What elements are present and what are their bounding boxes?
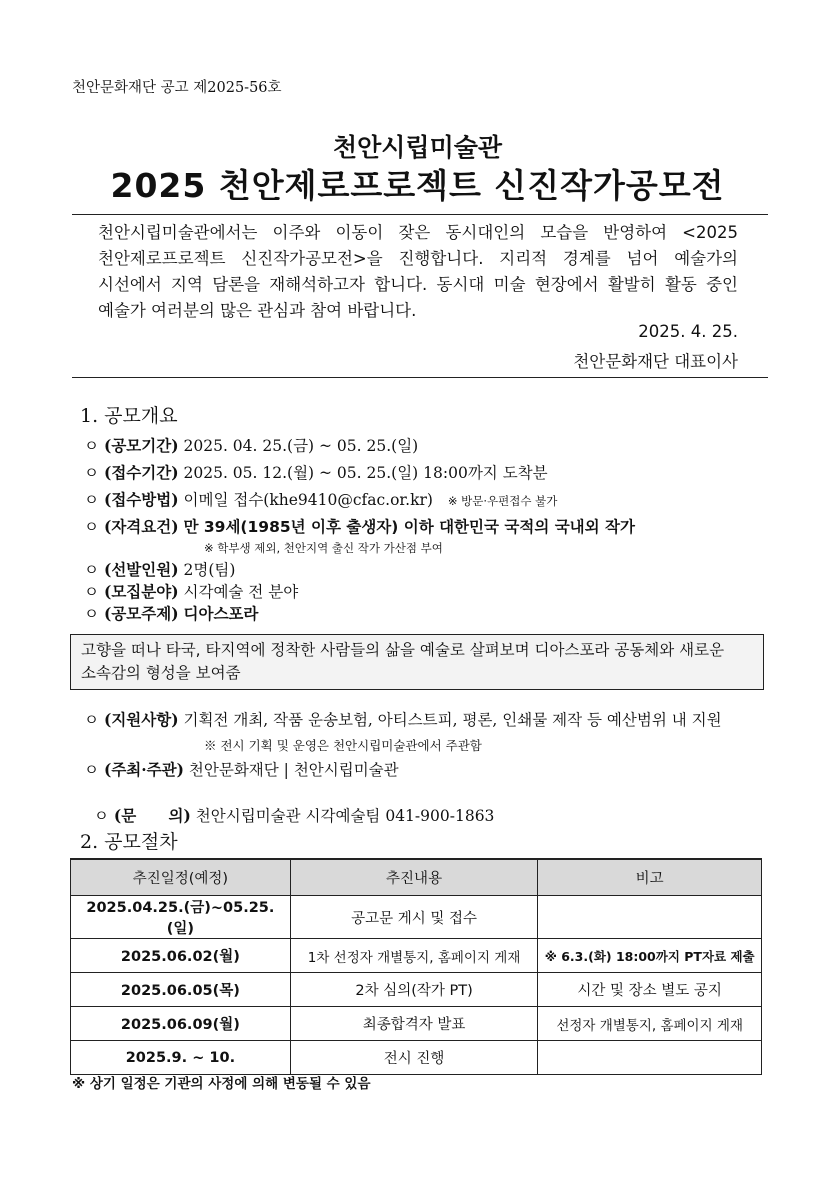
schedule-date: 2025.06.02(월)	[71, 939, 291, 973]
item-organizer	[84, 758, 399, 780]
schedule-note	[538, 1041, 762, 1075]
table-row	[71, 1041, 762, 1075]
bullet-icon: ㅇ	[84, 761, 99, 779]
procedure-table	[70, 858, 762, 1075]
item-contact	[84, 786, 494, 826]
schedule-content: 1차 선정자 개별통지, 홈페이지 게재	[290, 939, 538, 973]
schedule-note	[538, 896, 762, 939]
bullet-icon: ㅇ	[93, 807, 109, 825]
item-label: (접수기간)	[104, 463, 179, 482]
item-value: 기획전 개최, 작품 운송보험, 아티스트피, 평론, 인쇄물 제작 등 예산범위 내 지원	[183, 711, 722, 729]
notice-number: 천안문화재단 공고 제2025-56호	[72, 80, 282, 96]
item-value: 2025. 04. 25.(금) ~ 05. 25.(일)	[183, 437, 419, 455]
schedule-content: 공고문 게시 및 접수	[290, 896, 538, 939]
item-label: (공모주제)	[104, 604, 179, 623]
item-label: (지원사항)	[104, 710, 179, 729]
item-label: (문 의)	[113, 806, 191, 825]
top-divider	[72, 214, 768, 215]
bullet-icon: ㅇ	[84, 464, 99, 482]
bullet-icon: ㅇ	[84, 583, 99, 601]
table-header: 비고	[538, 859, 762, 896]
item-label: (공모기간)	[104, 436, 179, 455]
notice-date: 2025. 4. 25.	[638, 322, 738, 341]
document-title: 2025 천안제로프로젝트 신진작가공모전	[110, 166, 725, 205]
schedule-note: 선정자 개별통지, 홈페이지 게재	[538, 1007, 762, 1041]
document-subtitle: 천안시립미술관	[332, 133, 503, 162]
item-note: ※ 방문·우편접수 불가	[447, 494, 558, 508]
bullet-icon: ㅇ	[84, 605, 99, 623]
item-receipt-period	[84, 461, 548, 483]
item-theme	[84, 602, 258, 624]
section-procedure-title: 2. 공모절차	[80, 831, 178, 853]
item-field	[84, 580, 298, 602]
bullet-icon: ㅇ	[84, 518, 99, 536]
item-value: 디아스포라	[183, 605, 259, 623]
table-header-row	[71, 859, 762, 896]
item-value: 2명(팀)	[183, 561, 236, 579]
schedule-content: 2차 심의(작가 PT)	[290, 973, 538, 1007]
bullet-icon: ㅇ	[84, 711, 99, 729]
intro-paragraph: 천안시립미술관에서는 이주와 이동이 잦은 동시대인의 모습을 반영하여 <2025 천안제로프로젝트 신진작가공모전>을 진행합니다. 지리적 경계를 넘어 예술가의 시선에서 지역 담론을 재해석하고자 합니다. 동시대 미술 현장에서 활발히 활동 중인 예술가 여러분의 많은 관심과 참여 바랍니다.	[98, 223, 738, 320]
item-label: (주최·주관)	[104, 760, 184, 779]
schedule-content: 최종합격자 발표	[290, 1007, 538, 1041]
table-row	[71, 939, 762, 973]
item-value: 천안시립미술관 시각예술팀 041-900-1863	[195, 807, 495, 825]
support-note: ※ 전시 기획 및 운영은 천안시립미술관에서 주관함	[204, 738, 482, 753]
schedule-footnote: ※ 상기 일정은 기관의 사정에 의해 변동될 수 있음	[72, 1076, 371, 1092]
schedule-note: 시간 및 장소 별도 공지	[538, 973, 762, 1007]
item-label: (접수방법)	[104, 490, 179, 509]
table-header: 추진일정(예정)	[71, 859, 291, 896]
item-label: (자격요건)	[104, 517, 179, 536]
item-support	[84, 708, 722, 730]
item-eligibility	[84, 515, 635, 537]
item-label: (모집분야)	[104, 582, 179, 601]
schedule-note: ※ 6.3.(화) 18:00까지 PT자료 제출	[538, 939, 762, 973]
eligibility-note: ※ 학부생 제외, 천안지역 출신 작가 가산점 부여	[204, 541, 443, 555]
schedule-content: 전시 진행	[290, 1041, 538, 1075]
notice-signature: 천안문화재단 대표이사	[573, 352, 738, 371]
item-value: 시각예술 전 분야	[183, 583, 299, 601]
schedule-date: 2025.04.25.(금)~05.25.(일)	[71, 896, 291, 939]
table-header: 추진내용	[290, 859, 538, 896]
table-row	[71, 973, 762, 1007]
item-period	[84, 434, 418, 456]
schedule-date: 2025.06.05(목)	[71, 973, 291, 1007]
bottom-divider	[72, 377, 768, 378]
table-row	[71, 1007, 762, 1041]
bullet-icon: ㅇ	[84, 437, 99, 455]
item-value: 이메일 접수(khe9410@cfac.or.kr)	[183, 491, 433, 509]
bullet-icon: ㅇ	[84, 491, 99, 509]
section-overview-title: 1. 공모개요	[80, 405, 178, 427]
item-value: 천안문화재단 | 천안시립미술관	[188, 761, 399, 779]
schedule-date: 2025.9. ~ 10.	[71, 1041, 291, 1075]
schedule-date: 2025.06.09(월)	[71, 1007, 291, 1041]
item-method	[84, 488, 557, 510]
item-label: (선발인원)	[104, 560, 179, 579]
item-value: 2025. 05. 12.(월) ~ 05. 25.(일) 18:00까지 도착분	[183, 464, 548, 482]
item-value: 만 39세(1985년 이후 출생자) 이하 대한민국 국적의 국내외 작가	[183, 518, 635, 536]
table-row	[71, 896, 762, 939]
bullet-icon: ㅇ	[84, 561, 99, 579]
theme-description-box: 고향을 떠나 타국, 타지역에 정착한 사람들의 삶을 예술로 살펴보며 디아스포라 공동체와 새로운 소속감의 형성을 보여줌	[70, 634, 764, 690]
item-selection-count	[84, 558, 235, 580]
